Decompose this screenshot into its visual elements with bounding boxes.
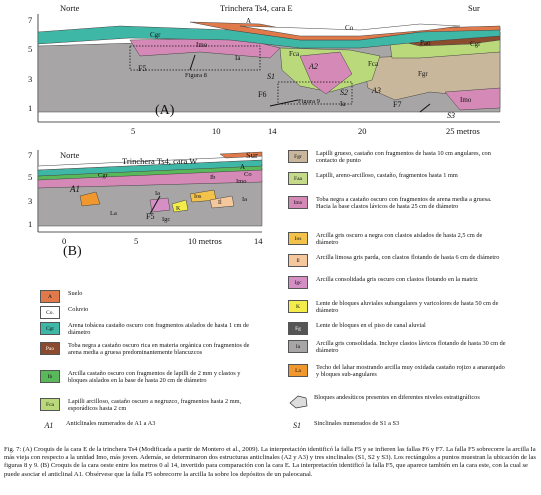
legend-text: Arcilla gris consolidada. Incluye clastos lávicos flotando de hasta 30 cm de diámetro: [316, 340, 506, 355]
legend-item: [288, 150, 506, 165]
legend-text: Sinclinales numerados de S1 a S3: [314, 420, 400, 427]
legend-text: Lapilli grueso, castaño con fragmentos de hasta 10 cm angulares, con contacto de punto: [316, 150, 491, 165]
a-unit-Pao: Pao: [420, 39, 431, 47]
legend-text: Arena tobácea castaño oscuro con fragmentos aislados de hasta 1 cm de diámetro: [68, 322, 249, 337]
legend-item: [40, 370, 258, 385]
panel-b-title: Trinchera Ts4, cara W: [122, 156, 198, 166]
b-unit-Co: Co: [244, 171, 252, 178]
legend-text: Lente de bloques aluviales subangulares y varicolores de hasta 50 cm de diámetro: [316, 300, 499, 315]
a-xtick-4: 25 metros: [446, 126, 480, 136]
legend-swatch: Imo: [288, 196, 308, 209]
a-unit-A: A: [246, 17, 252, 25]
legend-item: [40, 290, 258, 303]
a-figure8-box: Figura 8: [185, 72, 207, 79]
legend-item: [288, 254, 506, 267]
a-ytick-2: 3: [28, 74, 33, 84]
legend-item: [288, 172, 506, 185]
panel-a-label: (A): [155, 103, 175, 118]
panel-b-north: Norte: [60, 150, 80, 160]
legend-item: [288, 322, 506, 335]
b-ytick-3: 1: [28, 219, 33, 229]
b-unit-Ios: Ios: [194, 194, 202, 200]
legend-swatch: Fgr: [288, 150, 308, 163]
legend-text: Coluvio: [68, 306, 89, 313]
a-struct-A2: A2: [309, 62, 318, 71]
legend-item: [40, 398, 258, 413]
panel-a-north: Norte: [60, 3, 80, 13]
a-unit-Cgr: Cgr: [150, 31, 161, 39]
a-unit-Ia-2: Ia: [340, 100, 346, 108]
a-unit-Fca: Fca: [289, 50, 300, 58]
legend-swatch: Ios: [288, 232, 308, 245]
b-fault-F5: F5: [146, 212, 155, 221]
legend-block-symbol: [288, 394, 306, 405]
legend-swatch: Fca: [40, 398, 60, 411]
legend-swatch: Igc: [288, 276, 308, 289]
b-ytick-1: 5: [28, 172, 33, 182]
a-unit-Cgr-2: Cgr: [470, 40, 481, 48]
legend-item: [288, 364, 506, 379]
legend-text: Suelo: [68, 290, 83, 297]
legend-text: Lente de bloques en el piso de canal aluvial: [316, 322, 426, 329]
panel-b-label: (B): [63, 244, 82, 259]
a-struct-S3: S3: [447, 111, 455, 120]
a-ytick-0: 7: [28, 15, 33, 25]
b-unit-Cgr: Cgr: [98, 172, 108, 179]
b-unit-Imo: Imo: [236, 178, 247, 185]
b-ytick-0: 7: [28, 150, 33, 160]
legend-text: Lapilli, areno-arcilloso, castaño, fragmentos hasta 1 mm: [316, 172, 458, 179]
legend-item: [288, 276, 506, 289]
legend-text: Lapilli arcilloso, castaño oscuro a negruzco, fragmentos hasta 2 mm, esporádicos hasta 2 cm: [68, 398, 242, 413]
a-xtick-3: 20: [358, 126, 367, 136]
legend-item: [288, 196, 506, 211]
legend-item: [288, 394, 504, 405]
a-unit-Fgr: Fgr: [418, 70, 428, 78]
a-unit-Co: Co: [345, 24, 354, 32]
a-xtick-2: 14: [268, 126, 277, 136]
b-xtick-3: 14: [254, 236, 263, 246]
legend-item: [288, 340, 506, 355]
b-unit-Ia-2: Ia: [242, 196, 248, 203]
a-unit-Imo: Imo: [196, 41, 208, 49]
b-unit-Ib: Ib: [210, 174, 216, 181]
a-fault-F5: F5: [138, 64, 147, 73]
b-ytick-2: 3: [28, 196, 33, 206]
legend-swatch: K: [288, 300, 308, 313]
legend-swatch: A: [40, 290, 60, 303]
b-unit-La: La: [110, 210, 117, 217]
a-ytick-3: 1: [28, 103, 33, 113]
b-unit-K: K: [176, 206, 181, 212]
legend-item: [288, 232, 506, 247]
legend-text: Arcilla gris oscuro a negra con clastos aislados de hasta 2,5 cm de diámetro: [316, 232, 483, 247]
panel-a-title: Trinchera Ts4, cara E: [220, 3, 293, 13]
a-ytick-1: 5: [28, 44, 33, 54]
legend-text: Toba negra a castaño oscuro rica en materia orgánica con fragmentos de arena media a gruesa predominantemente blancuzcos: [68, 342, 250, 357]
legend-text: Arcilla castaño oscuro con fragmentos de lapilli de 2 mm y clastos y bloques aislados en la base de hasta 20 cm de diámetro: [68, 370, 241, 385]
a-struct-S2: S2: [340, 88, 348, 97]
b-xtick-0: 0: [62, 236, 67, 246]
a-struct-A3: A3: [372, 86, 381, 95]
legend-swatch: Ib: [40, 370, 60, 383]
legend-item: [40, 322, 258, 337]
panel-a-cross-section: [38, 14, 500, 122]
a-unit-Ia: Ia: [235, 54, 241, 62]
a-fault-F6: F6: [258, 90, 267, 99]
a-unit-Fca-2: Fca: [368, 60, 379, 68]
b-unit-A: A: [240, 163, 246, 171]
a-unit-Imo-2: Imo: [460, 96, 472, 104]
legend-swatch: Co.: [40, 306, 60, 319]
legend-item: [40, 306, 258, 319]
legend-item: [40, 420, 256, 431]
legend-symbol: A1: [44, 421, 54, 430]
legend-swatch: Fg: [288, 322, 308, 335]
legend-text: Anticlinales numerados de A1 a A3: [66, 420, 156, 427]
legend-text: Arcilla limosa gris parda, con clastos flotando de hasta 6 cm de diámetro: [316, 254, 500, 261]
legend-swatch: Ia: [288, 340, 308, 353]
legend-text: Techo del lahar mostrando arcilla muy oxidada castaño rojizo a anaranjado y bloques sub-angulares: [316, 364, 505, 379]
legend-swatch: Cgr: [40, 322, 60, 335]
legend-text: Toba negra a castaño oscuro con fragmentos de arena media a gruesa. Hacia la base clastos lávicos de hasta 25 cm de diámetro: [316, 196, 492, 211]
legend-swatch: Faa: [288, 172, 308, 185]
legend-swatch: Pao: [40, 342, 60, 355]
legend-item: [288, 300, 506, 315]
legend-text: Arcilla consolidada gris oscuro con clastos flotando en la matriz: [316, 276, 478, 283]
legend-swatch: Il: [288, 254, 308, 267]
legend-item: [40, 342, 258, 357]
a-figure9-box: Figura 9: [298, 98, 320, 105]
panel-b-south: Sur: [246, 150, 258, 160]
a-fault-F7: F7: [393, 100, 402, 109]
a-xtick-1: 10: [212, 126, 221, 136]
b-unit-Ia: Ia: [155, 190, 161, 197]
legend-text: Bloques andesíticos presentes en diferentes niveles estratigráficos: [314, 394, 480, 401]
legend-symbol: S1: [293, 421, 301, 430]
legend-item: [288, 420, 504, 431]
figure-caption: Fig. 7: (A) Croquis de la cara E de la trinchera Ts4 (Modificada a partir de Montero et al., 2009). La interpretación identificó la falla F5 y se infieren las fallas F6 y F7. La falla F5 sobrecorre la arcilla Ia más vieja con respecto a la unidad Imo, más joven. Además, se determinaron dos estructuras anticlinales (A2 y A3) y tres sinclinales (S1, S2 y S3). Los rectángulos a puntos muestran la ubicación de las figuras 8 y 9. (B) Croquis de la cara oeste entre los metros 0 al 14, invertido para comparación con la cara E. La interpretación identificó la falla F5, que aparece también en la cara este, con la cual se puede asociar el anticlinal A1. Obsérvese que la falla F5 sobrecorre la arcilla Ia sobre los depósitos de un paleocanal.: [4, 446, 536, 478]
b-unit-Igc: Igc: [162, 216, 171, 223]
b-unit-Il: Il: [218, 200, 222, 206]
panel-a-south: Sur: [468, 3, 480, 13]
a-struct-S1: S1: [267, 72, 275, 81]
legend-swatch: La: [288, 364, 308, 377]
a-xtick-0: 5: [131, 126, 136, 136]
b-xtick-1: 5: [134, 236, 139, 246]
b-xtick-2: 10 metros: [188, 236, 222, 246]
b-struct-A1: A1: [70, 184, 80, 194]
